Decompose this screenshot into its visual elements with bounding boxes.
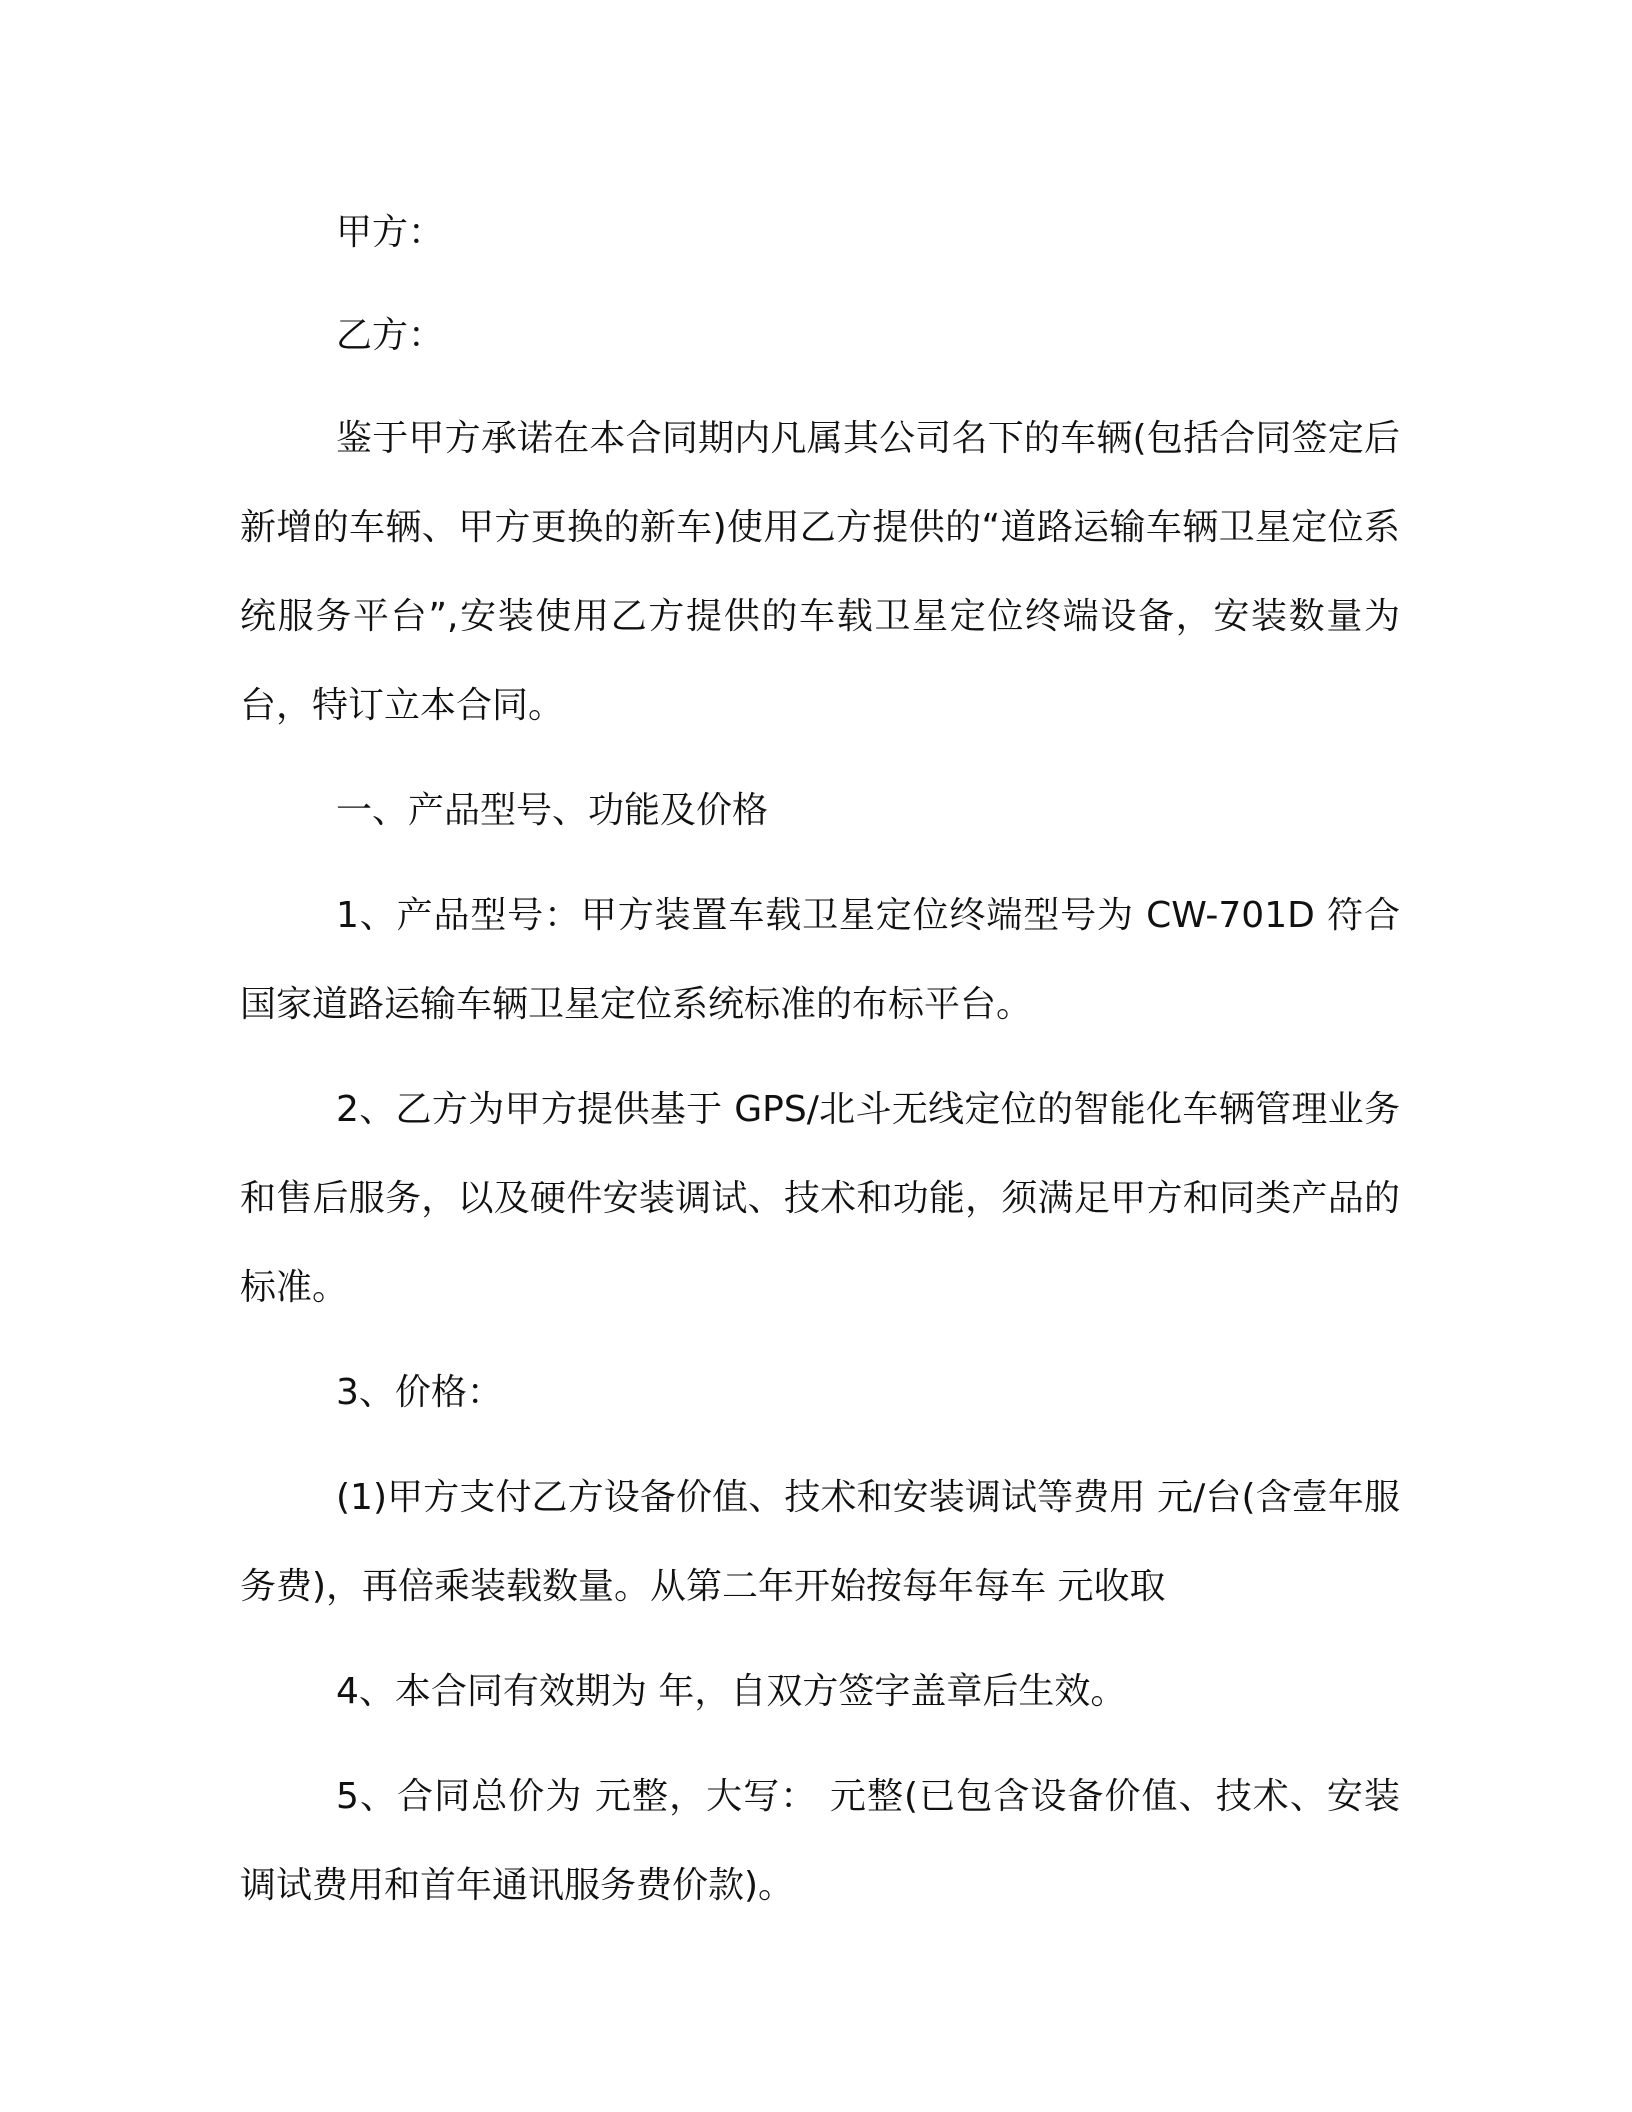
- clause-1-product-model: 1、产品型号：甲方装置车载卫星定位终端型号为 CW-701D 符合国家道路运输车辆卫星定位系统标准的布标平台。: [240, 895, 1400, 1025]
- clause-2-service: 2、乙方为甲方提供基于 GPS/北斗无线定位的智能化车辆管理业务和售后服务，以及硬件安装调试、技术和功能，须满足甲方和同类产品的标准。: [240, 1089, 1400, 1308]
- party-b-line: 乙方：: [336, 315, 445, 356]
- clause-3-1-fee: (1)甲方支付乙方设备价值、技术和安装调试等费用 元/台(含壹年服务费)，再倍乘装载数量。从第二年开始按每年每车 元收取: [240, 1477, 1400, 1607]
- document-body: [240, 188, 1400, 1946]
- section-1-heading: 一、产品型号、功能及价格: [336, 790, 769, 831]
- party-a-line: 甲方：: [336, 212, 445, 253]
- clause-5-total-price: 5、合同总价为 元整，大写： 元整(已包含设备价值、技术、安装调试费用和首年通讯服务费价款)。: [240, 1776, 1400, 1906]
- clause-4-validity: 4、本合同有效期为 年，自双方签字盖章后生效。: [336, 1671, 1127, 1712]
- preamble-paragraph: 鉴于甲方承诺在本合同期内凡属其公司名下的车辆(包括合同签定后新增的车辆、甲方更换的新车)使用乙方提供的“道路运输车辆卫星定位系统服务平台”,安装使用乙方提供的车载卫星定位终端设备，安装数量为 台，特订立本合同。: [240, 418, 1400, 726]
- clause-3-price-heading: 3、价格：: [336, 1372, 503, 1413]
